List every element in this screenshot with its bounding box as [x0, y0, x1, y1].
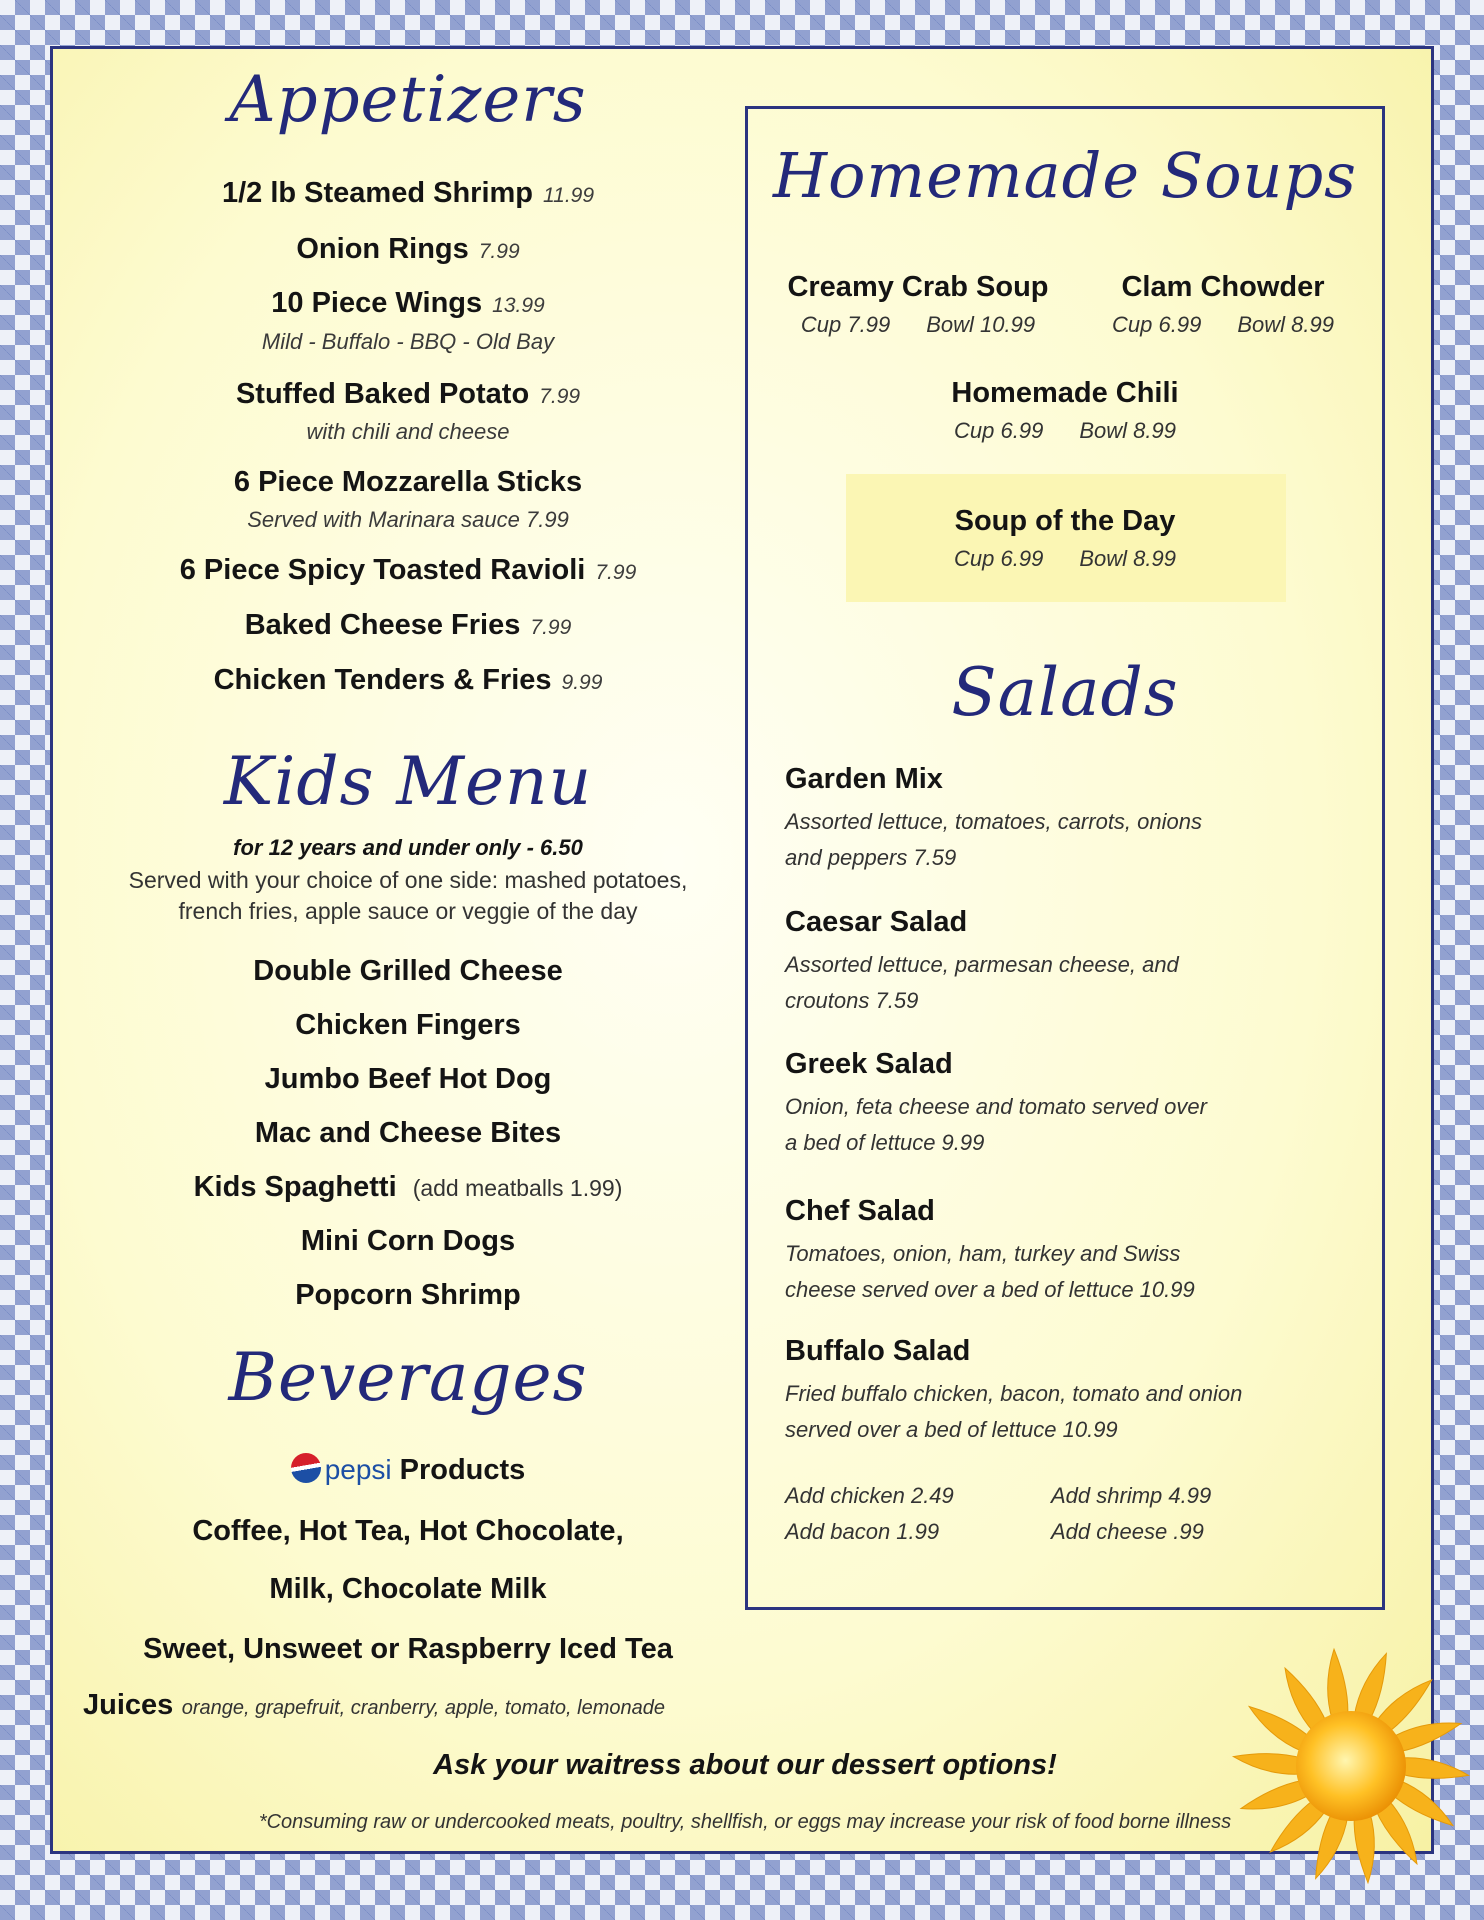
- salads-heading: Salads: [951, 654, 1179, 731]
- salad-item: Garden Mix Assorted lettuce, tomatoes, carrots, onions and peppers 7.59: [785, 763, 1202, 870]
- beverage-line: Coffee, Hot Tea, Hot Chocolate,: [192, 1515, 624, 1547]
- juices-line: [83, 1689, 665, 1722]
- appetizer-item: 6 Piece Spicy Toasted Ravioli 7.99: [179, 554, 637, 586]
- salad-addons-left: [785, 1478, 954, 1550]
- salad-item: Buffalo Salad Fried buffalo chicken, bacon, tomato and onion served over a bed of lettuce 10.99: [785, 1335, 1243, 1442]
- beverages-heading: Beverages: [228, 1339, 588, 1416]
- kids-item: Chicken Fingers: [295, 1009, 521, 1041]
- appetizers-heading: Appetizers: [229, 63, 587, 137]
- soup-of-the-day: [748, 505, 1382, 572]
- soup-chowder: [1078, 271, 1368, 338]
- appetizer-item: 1/2 lb Steamed Shrimp 11.99: [221, 177, 595, 209]
- addon-bacon: Add bacon 1.99: [785, 1519, 940, 1544]
- appetizer-item: Chicken Tenders & Fries 9.99: [213, 664, 603, 696]
- soup-bowl-price: Bowl 8.99: [1237, 312, 1334, 337]
- beverage-line: Sweet, Unsweet or Raspberry Iced Tea: [143, 1633, 673, 1665]
- addon-cheese: Add cheese .99: [1051, 1519, 1204, 1544]
- appetizer-item: Stuffed Baked Potato 7.99: [235, 378, 581, 410]
- pepsi-logo-icon: [291, 1453, 321, 1483]
- addon-shrimp: Add shrimp 4.99: [1051, 1483, 1212, 1508]
- soups-salads-box: [745, 106, 1385, 1610]
- appetizer-note: Served with Marinara sauce 7.99: [247, 507, 569, 532]
- juices-list: orange, grapefruit, cranberry, apple, tomato, lemonade: [181, 1697, 665, 1719]
- kids-side-note: french fries, apple sauce or veggie of the day: [178, 898, 638, 924]
- kids-item: Double Grilled Cheese: [253, 955, 563, 987]
- appetizer-note: with chili and cheese: [306, 419, 510, 444]
- kids-item: Kids Spaghetti (add meatballs 1.99): [193, 1171, 623, 1203]
- soup-cup-price: Cup 7.99: [800, 312, 891, 337]
- soup-cup-price: Cup 6.99: [1112, 312, 1202, 337]
- salad-addons-right: [1051, 1478, 1211, 1550]
- sun-ray: [1400, 1758, 1468, 1779]
- appetizer-note: Mild - Buffalo - BBQ - Old Bay: [261, 329, 555, 354]
- juices-label: Juices: [83, 1689, 174, 1721]
- kids-spaghetti-addon: (add meatballs 1.99): [412, 1175, 623, 1201]
- dessert-note: Ask your waitress about our dessert options!: [433, 1749, 1057, 1781]
- sun-ray: [1316, 1812, 1348, 1878]
- soup-cup-price: Cup 6.99: [954, 418, 1044, 443]
- sun-ray: [1354, 1653, 1386, 1719]
- sun-ray: [1354, 1812, 1374, 1882]
- kids-menu-heading: Kids Menu: [223, 743, 593, 820]
- soup-crab: [768, 271, 1068, 338]
- pepsi-products: pepsi Products: [53, 1453, 763, 1487]
- appetizer-item: Onion Rings 7.99: [296, 233, 520, 265]
- kids-item: Jumbo Beef Hot Dog: [264, 1063, 552, 1095]
- appetizer-item: Baked Cheese Fries 7.99: [244, 609, 572, 641]
- sun-icon: [1226, 1641, 1476, 1891]
- salad-item: Greek Salad Onion, feta cheese and tomato served over a bed of lettuce 9.99: [785, 1048, 1207, 1155]
- soups-heading: Homemade Soups: [773, 139, 1357, 212]
- sun-ray: [1233, 1754, 1301, 1775]
- appetizer-item: 10 Piece Wings 13.99: [271, 287, 545, 319]
- kids-item: Mac and Cheese Bites: [254, 1117, 562, 1149]
- appetizer-item: 6 Piece Mozzarella Sticks: [233, 466, 583, 498]
- soup-name: Creamy Crab Soup: [787, 271, 1049, 303]
- soup-chili: [748, 377, 1382, 444]
- soup-name: Soup of the Day: [954, 505, 1176, 537]
- kids-item: Popcorn Shrimp: [295, 1279, 521, 1311]
- soup-cup-price: Cup 6.99: [954, 546, 1044, 571]
- kids-age-note: for 12 years and under only - 6.50: [233, 835, 583, 860]
- addon-chicken: Add chicken 2.49: [785, 1483, 954, 1508]
- soup-bowl-price: Bowl 10.99: [926, 312, 1036, 337]
- kids-side-note: Served with your choice of one side: mashed potatoes,: [128, 867, 688, 893]
- beverage-line: Milk, Chocolate Milk: [269, 1573, 547, 1605]
- soup-bowl-price: Bowl 8.99: [1079, 418, 1176, 443]
- left-column: [53, 49, 763, 1851]
- pepsi-wordmark: pepsi: [324, 1454, 392, 1485]
- salad-item: Chef Salad Tomatoes, onion, ham, turkey and Swiss cheese served over a bed of lettuce 10.99: [785, 1195, 1195, 1302]
- sun-ray: [1328, 1649, 1348, 1719]
- menu-page: [50, 46, 1434, 1854]
- salad-item: Caesar Salad Assorted lettuce, parmesan cheese, and croutons 7.59: [785, 906, 1179, 1013]
- soup-bowl-price: Bowl 8.99: [1079, 546, 1176, 571]
- soup-name: Clam Chowder: [1121, 271, 1325, 303]
- soup-name: Homemade Chili: [951, 377, 1179, 409]
- food-safety-warning: *Consuming raw or undercooked meats, poultry, shellfish, or eggs may increase your risk of food borne illness: [258, 1811, 1232, 1833]
- kids-item: Mini Corn Dogs: [300, 1225, 516, 1257]
